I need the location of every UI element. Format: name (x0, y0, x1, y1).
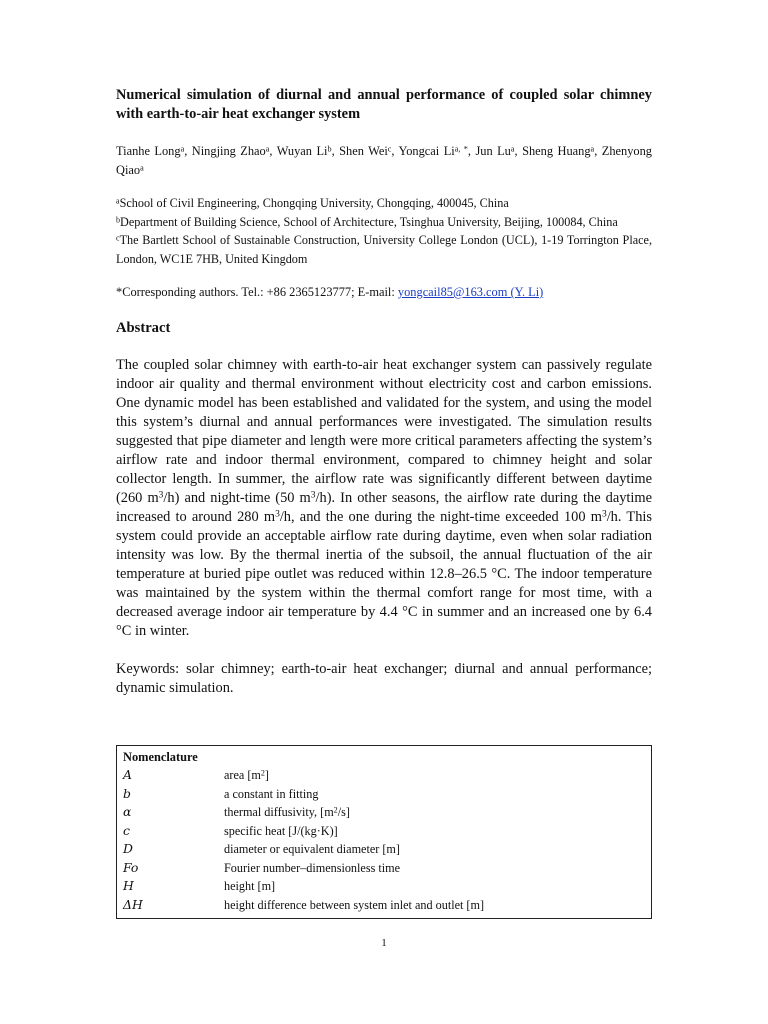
author: Yongcai $Li^{a, *}$, (398, 144, 476, 158)
definition: a constant in fitting (224, 786, 319, 801)
nomenclature-heading: Nomenclature (123, 750, 198, 764)
definition: thermal diffusivity, $[m^2/s]$ (224, 805, 350, 819)
symbol: H (123, 878, 134, 893)
definition: area $[m^2]$ (224, 768, 269, 782)
paper-page (116, 86, 652, 698)
author: Jun Lu$^a$, (475, 144, 523, 158)
nomenclature-row (117, 803, 651, 821)
author: Sheng Huang$^a$, (522, 144, 602, 158)
symbol: D (123, 841, 133, 856)
affiliation: $^a$School of Civil Engineering, Chongqing University, Chongqing, 400045, China (116, 196, 509, 210)
affiliation: $^b$Department of Building Science, School of Architecture, Tsinghua University, Beijing, 100084, China (116, 214, 618, 229)
author-list (116, 142, 652, 180)
symbol: α (123, 804, 132, 819)
author: Ningjing Zhao$^a$, (191, 144, 277, 158)
definition: height difference between system inlet and outlet [m] (224, 897, 485, 912)
nomenclature-row (117, 766, 651, 784)
author: Wuyan Li$^b$, (276, 144, 340, 158)
symbol: c (123, 822, 130, 838)
corresponding-author: *Corresponding authors. Tel.: +86 2365123777; E-mail: yongcail85@163.com (Y. Li) (116, 285, 544, 299)
symbol: A (123, 767, 132, 782)
author: Shen Wei$^c$, (339, 144, 399, 158)
affiliation-list (116, 194, 652, 268)
nomenclature-row (117, 822, 651, 840)
definition: diameter or equivalent diameter [m] (224, 842, 400, 856)
email-link[interactable]: yongcail85@163.com (Y. Li) (397, 285, 544, 299)
nomenclature-row (117, 859, 651, 877)
abstract-heading: Abstract (116, 320, 171, 336)
nomenclature-table (116, 745, 652, 919)
affiliation: $^c$The Bartlett School of Sustainable Construction, University College London (UCL), 1-19 Torrington Place, London, WC1E 7HB, United Kingdom (116, 233, 652, 266)
definition: height [m] (224, 879, 276, 893)
keywords: Keywords: solar chimney; earth-to-air heat exchanger; diurnal and annual performance; dynamic simulation. (116, 661, 652, 696)
page-number: 1 (381, 937, 387, 949)
paper-title: Numerical simulation of diurnal and annual performance of coupled solar chimney with earth-to-air heat exchanger system (116, 87, 652, 122)
symbol: ΔH (123, 896, 143, 912)
definition: Fourier number–dimensionless time (224, 860, 401, 875)
symbol: b (123, 785, 131, 801)
nomenclature-row (117, 877, 651, 895)
nomenclature-row (117, 840, 651, 858)
author: Zhenyong Qiao$^a$ (116, 144, 652, 177)
nomenclature-row (117, 896, 651, 914)
symbol: Fo (123, 859, 139, 875)
definition: specific heat [J/(kg·K)] (224, 823, 338, 838)
author: Tianhe Long$^a$, (116, 144, 192, 158)
abstract-text: The coupled solar chimney with earth-to-air heat exchanger system can passively regulate indoor air quality and thermal environment without electricity cost and carbon emissions. One dynamic model has been established and validated for the system, and using the model this system’s diurnal and annual performances were investigated. The simulation results suggested that pipe diameter and length were more critical parameters affecting the system’s airflow rate and indoor thermal environment, compared to chimney height and solar collector length. In summer, the airflow rate was significantly different between daytime (260 $m^3/h$) and night-time (50 $m^3/h$). In other seasons, the airflow rate during the daytime increased to around 280 $m^3/h$, and the one during the night-time exceeded 100 $m^3/h$. This system could provide an acceptable airflow rate during daytime, even when solar radiation intensity was low. By the thermal inertia of the subsoil, the annual fluctuation of the air temperature at buried pipe outlet was reduced within 12.8–26.5 °C. The indoor temperature was maintained by the system within the thermal comfort range for most time, with a decreased average indoor air temperature by 4.4 °C in summer and an increased one by 6.4 °C in winter. (116, 357, 653, 639)
nomenclature-row (117, 785, 651, 803)
